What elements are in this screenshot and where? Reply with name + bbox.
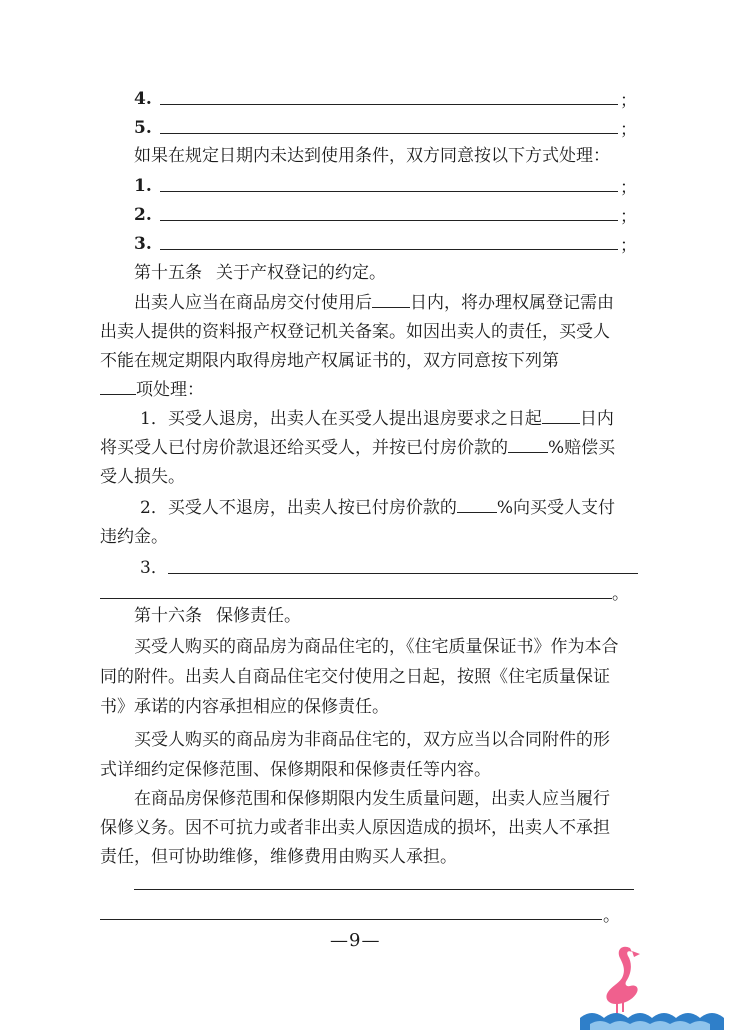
article-16-p3-line3: 责任，但可协助维修，维修费用由购买人承担。 bbox=[100, 847, 457, 867]
fill-line-article16-a bbox=[134, 889, 634, 890]
item-number-4: 4. bbox=[134, 89, 152, 109]
fill-line-item3-a bbox=[168, 573, 638, 574]
article-15-item2-line2: 违约金。 bbox=[100, 527, 168, 547]
article-15-number: 第十五条 bbox=[134, 263, 202, 283]
text-segment: 日内，将办理权属登记需由 bbox=[410, 293, 614, 313]
text-segment: 出卖人应当在商品房交付使用后 bbox=[134, 293, 372, 313]
text-segment: 1．买受人退房，出卖人在买受人提出退房要求之日起 bbox=[140, 409, 542, 429]
text-segment: 项处理： bbox=[136, 380, 204, 400]
article-15-p1-line2: 出卖人提供的资料报产权登记机关备案。如因出卖人的责任，买受人 bbox=[100, 322, 610, 342]
article-16-p1-line3: 书》承诺的内容承担相应的保修责任。 bbox=[100, 697, 389, 717]
article-16-p1-line2: 同的附件。出卖人自商品住宅交付使用之日起，按照《住宅质量保证 bbox=[100, 667, 610, 687]
intro-line: 如果在规定日期内未达到使用条件，双方同意按以下方式处理： bbox=[134, 146, 610, 166]
semicolon-1: ； bbox=[620, 178, 637, 198]
article-16-p3-line1: 在商品房保修范围和保修期限内发生质量问题，出卖人应当履行 bbox=[134, 789, 610, 809]
article-16-number: 第十六条 bbox=[134, 606, 202, 626]
article-15-item3-number: 3． bbox=[140, 558, 168, 578]
text-segment: %赔偿买 bbox=[548, 438, 616, 458]
fill-line-1 bbox=[160, 191, 618, 192]
waves-icon bbox=[580, 1013, 724, 1030]
fill-line-item3-b bbox=[100, 598, 612, 599]
article-15-item1-line2 bbox=[100, 437, 615, 459]
semicolon-2: ； bbox=[620, 207, 637, 227]
article-15-p1-line4 bbox=[100, 379, 204, 401]
blank-days bbox=[542, 408, 580, 424]
article-16-title: 保修责任。 bbox=[216, 606, 301, 626]
item-number-1: 1. bbox=[134, 176, 152, 196]
semicolon-3: ； bbox=[620, 236, 637, 256]
text-segment: 将买受人已付房价款退还给买受人，并按已付房价款的 bbox=[100, 438, 508, 458]
article-15-item1-line3: 受人损失。 bbox=[100, 467, 185, 487]
article-16-end-mark: 。 bbox=[603, 906, 620, 926]
fill-line-2 bbox=[160, 220, 618, 221]
fill-line-5 bbox=[160, 133, 618, 134]
article-15-title: 关于产权登记的约定。 bbox=[216, 263, 386, 283]
article-15-heading bbox=[134, 262, 386, 284]
fill-line-3 bbox=[160, 249, 618, 250]
semicolon-4: ； bbox=[620, 91, 637, 111]
article-15-p1-line1 bbox=[134, 292, 614, 314]
text-segment: %向买受人支付 bbox=[496, 498, 615, 518]
fill-line-4 bbox=[160, 104, 618, 105]
article-16-heading bbox=[134, 605, 301, 627]
article-15-item2-line1 bbox=[140, 497, 615, 519]
text-segment: 2．买受人不退房，出卖人按已付房价款的 bbox=[140, 498, 457, 518]
blank-percent bbox=[508, 437, 548, 453]
article-16-p2-line2: 式详细约定保修范围、保修期限和保修责任等内容。 bbox=[100, 760, 491, 780]
page-number: —9— bbox=[330, 930, 381, 951]
text-segment: 日内 bbox=[579, 409, 614, 429]
item-number-3: 3. bbox=[134, 234, 152, 254]
article-15-item1-line1 bbox=[140, 408, 614, 430]
fill-line-article16-b bbox=[100, 919, 602, 920]
article-15-p1-line3: 不能在规定期限内取得房地产权属证书的，双方同意按下列第 bbox=[100, 351, 559, 371]
article-15-end-mark: 。 bbox=[612, 584, 629, 604]
blank-item-choice bbox=[100, 379, 136, 395]
item-number-5: 5. bbox=[134, 118, 152, 138]
flamingo-icon bbox=[606, 947, 640, 1016]
article-16-p1-line1: 买受人购买的商品房为商品住宅的，《住宅质量保证书》作为本合 bbox=[134, 637, 619, 657]
flamingo-logo-icon bbox=[570, 940, 730, 1030]
article-16-p3-line2: 保修义务。因不可抗力或者非出卖人原因造成的损坏，出卖人不承担 bbox=[100, 818, 610, 838]
article-16-p2-line1: 买受人购买的商品房为非商品住宅的，双方应当以合同附件的形 bbox=[134, 730, 610, 750]
blank-percent bbox=[457, 497, 497, 513]
blank-days bbox=[372, 292, 410, 308]
item-number-2: 2. bbox=[134, 205, 152, 225]
semicolon-5: ； bbox=[620, 120, 637, 140]
